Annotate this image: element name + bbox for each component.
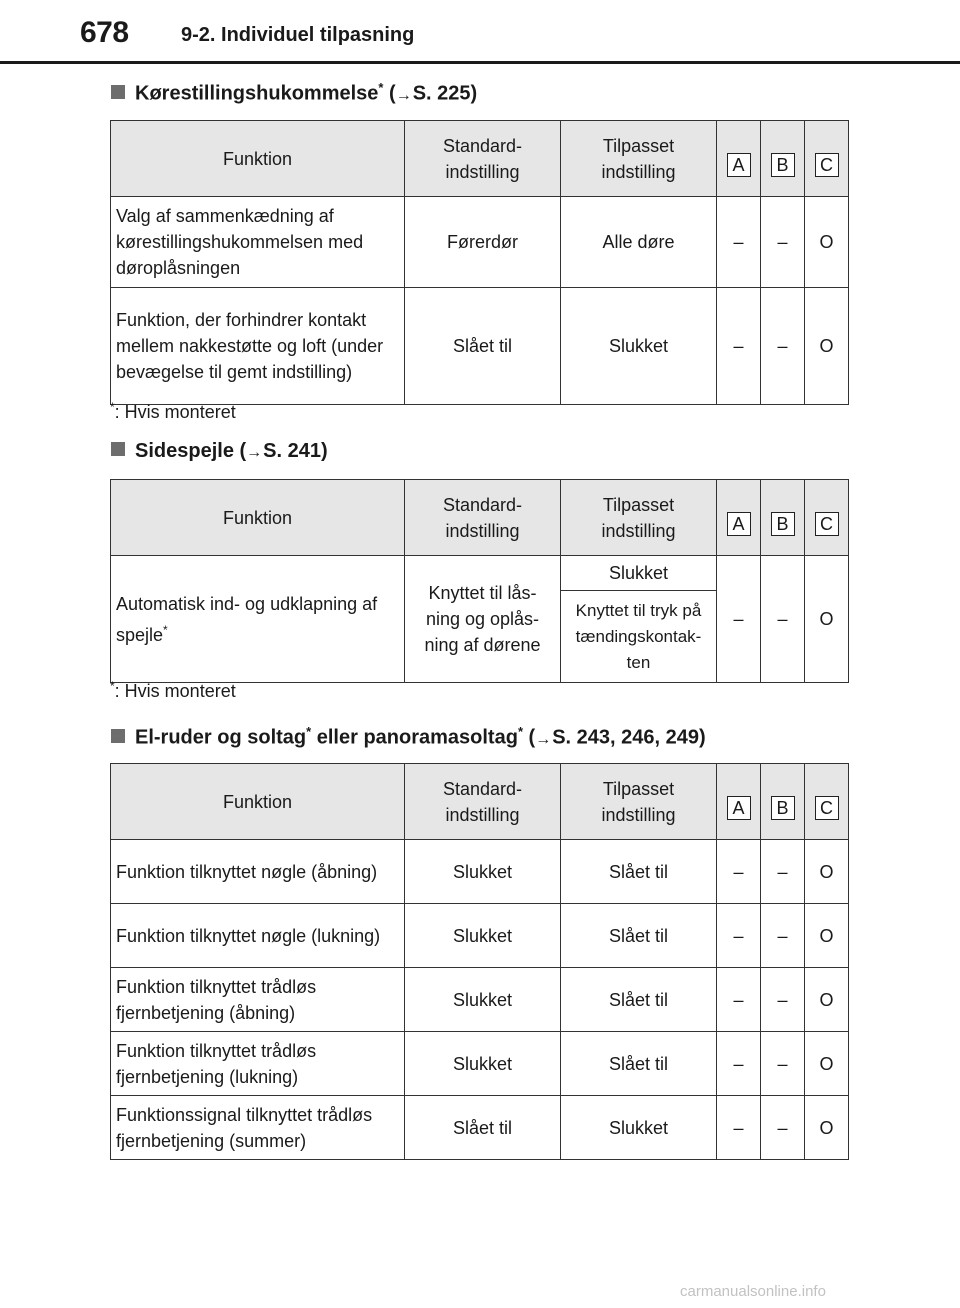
header-a bbox=[717, 480, 761, 556]
cell-function: Funktion tilknyttet trådløs fjernbetjening (åbning) bbox=[111, 968, 405, 1032]
table-row bbox=[111, 968, 849, 1032]
table-row bbox=[111, 840, 849, 904]
header-a bbox=[717, 764, 761, 840]
page-reference-link[interactable]: S. 243, 246, 249 bbox=[552, 726, 700, 749]
cell-b: – bbox=[761, 1096, 805, 1160]
footnote: *: Hvis monteret bbox=[110, 400, 236, 422]
table-header-row bbox=[111, 480, 849, 556]
cell-function: Automatisk ind- og udklapning af spejle* bbox=[111, 556, 405, 683]
cell-c: O bbox=[805, 197, 849, 288]
arrow-right-icon: → bbox=[246, 444, 263, 461]
watermark: carmanualsonline.info bbox=[680, 1283, 826, 1300]
header-b bbox=[761, 480, 805, 556]
cell-standard: Førerdør bbox=[405, 197, 561, 288]
cell-b: – bbox=[761, 1032, 805, 1096]
cell-a: – bbox=[717, 197, 761, 288]
header-standard: Standard- indstilling bbox=[405, 121, 561, 197]
badge-c: C bbox=[815, 153, 839, 177]
page-number: 678 bbox=[80, 16, 129, 49]
table-row bbox=[111, 556, 849, 591]
cell-function: Funktionssignal tilknyttet trådløs fjernbetjening (summer) bbox=[111, 1096, 405, 1160]
header-function: Funktion bbox=[111, 480, 405, 556]
table-power-windows bbox=[110, 763, 849, 1160]
cell-c: O bbox=[805, 1096, 849, 1160]
cell-b: – bbox=[761, 556, 805, 683]
cell-c: O bbox=[805, 904, 849, 968]
header-c bbox=[805, 764, 849, 840]
cell-b: – bbox=[761, 197, 805, 288]
cell-function: Funktion tilknyttet trådløs fjernbetjening (lukning) bbox=[111, 1032, 405, 1096]
page-reference-link[interactable]: S. 241 bbox=[263, 440, 321, 462]
cell-function: Funktion tilknyttet nøgle (åbning) bbox=[111, 840, 405, 904]
cell-a: – bbox=[717, 1032, 761, 1096]
cell-custom: Slukket bbox=[561, 288, 717, 405]
table-row bbox=[111, 197, 849, 288]
cell-custom: Alle døre bbox=[561, 197, 717, 288]
header-function: Funktion bbox=[111, 764, 405, 840]
badge-a: A bbox=[727, 153, 751, 177]
table-side-mirrors bbox=[110, 479, 849, 683]
cell-standard: Slået til bbox=[405, 288, 561, 405]
arrow-right-icon: → bbox=[395, 86, 412, 104]
cell-c: O bbox=[805, 288, 849, 405]
cell-a: – bbox=[717, 904, 761, 968]
cell-custom-option: Slukket bbox=[561, 556, 717, 591]
cell-custom: Slukket bbox=[561, 1096, 717, 1160]
cell-standard: Slukket bbox=[405, 968, 561, 1032]
badge-c: C bbox=[815, 796, 839, 820]
cell-c: O bbox=[805, 1032, 849, 1096]
cell-custom-option: Knyttet til tryk på tændingskontak- ten bbox=[561, 591, 717, 683]
header-custom: Tilpasset indstilling bbox=[561, 480, 717, 556]
cell-c: O bbox=[805, 556, 849, 683]
cell-custom: Slået til bbox=[561, 904, 717, 968]
header-standard: Standard- indstilling bbox=[405, 480, 561, 556]
cell-b: – bbox=[761, 968, 805, 1032]
cell-standard: Slukket bbox=[405, 840, 561, 904]
cell-b: – bbox=[761, 288, 805, 405]
table-row bbox=[111, 1032, 849, 1096]
table-row bbox=[111, 288, 849, 405]
cell-function: Valg af sammenkædning af kørestillingshukommelsen med døroplåsningen bbox=[111, 197, 405, 288]
header-b bbox=[761, 764, 805, 840]
badge-b: B bbox=[771, 512, 795, 536]
page-reference-link[interactable]: S. 225 bbox=[412, 82, 471, 105]
cell-a: – bbox=[717, 1096, 761, 1160]
footnote: *: Hvis monteret bbox=[110, 679, 236, 701]
cell-standard: Slukket bbox=[405, 904, 561, 968]
table-driving-position-memory bbox=[110, 120, 849, 405]
cell-custom: Slået til bbox=[561, 968, 717, 1032]
square-bullet-icon bbox=[111, 729, 125, 743]
cell-a: – bbox=[717, 288, 761, 405]
badge-b: B bbox=[771, 796, 795, 820]
table-header-row bbox=[111, 764, 849, 840]
cell-c: O bbox=[805, 968, 849, 1032]
cell-b: – bbox=[761, 840, 805, 904]
cell-custom: Slået til bbox=[561, 840, 717, 904]
header-a bbox=[717, 121, 761, 197]
badge-b: B bbox=[771, 153, 795, 177]
header-c bbox=[805, 480, 849, 556]
chapter-title: 9-2. Individuel tilpasning bbox=[181, 24, 415, 46]
section-title-side-mirrors: Sidespejle (→S. 241) bbox=[111, 440, 328, 463]
arrow-right-icon: → bbox=[535, 730, 552, 748]
header-rule bbox=[0, 61, 960, 64]
table-header-row bbox=[111, 121, 849, 197]
square-bullet-icon bbox=[111, 85, 125, 99]
cell-standard: Slukket bbox=[405, 1032, 561, 1096]
cell-standard: Knyttet til lås- ning og oplås- ning af dørene bbox=[405, 556, 561, 683]
cell-a: – bbox=[717, 968, 761, 1032]
page-header bbox=[0, 0, 960, 66]
cell-c: O bbox=[805, 840, 849, 904]
cell-a: – bbox=[717, 556, 761, 683]
cell-function: Funktion, der forhindrer kontakt mellem nakkestøtte og loft (under bevægelse til gemt indstilling) bbox=[111, 288, 405, 405]
square-bullet-icon bbox=[111, 442, 125, 456]
cell-b: – bbox=[761, 904, 805, 968]
header-function: Funktion bbox=[111, 121, 405, 197]
header-custom: Tilpasset indstilling bbox=[561, 121, 717, 197]
badge-a: A bbox=[727, 512, 751, 536]
cell-custom: Slået til bbox=[561, 1032, 717, 1096]
cell-a: – bbox=[717, 840, 761, 904]
table-row bbox=[111, 904, 849, 968]
header-c bbox=[805, 121, 849, 197]
table-row bbox=[111, 1096, 849, 1160]
cell-function: Funktion tilknyttet nøgle (lukning) bbox=[111, 904, 405, 968]
section-title-driving-position-memory: Kørestillingshukommelse* (→S. 225) bbox=[111, 80, 477, 106]
badge-c: C bbox=[815, 512, 839, 536]
header-custom: Tilpasset indstilling bbox=[561, 764, 717, 840]
section-title-power-windows: El-ruder og soltag* eller panoramasoltag* (→S. 243, 246, 249) bbox=[111, 724, 706, 750]
header-standard: Standard- indstilling bbox=[405, 764, 561, 840]
header-b bbox=[761, 121, 805, 197]
badge-a: A bbox=[727, 796, 751, 820]
cell-standard: Slået til bbox=[405, 1096, 561, 1160]
